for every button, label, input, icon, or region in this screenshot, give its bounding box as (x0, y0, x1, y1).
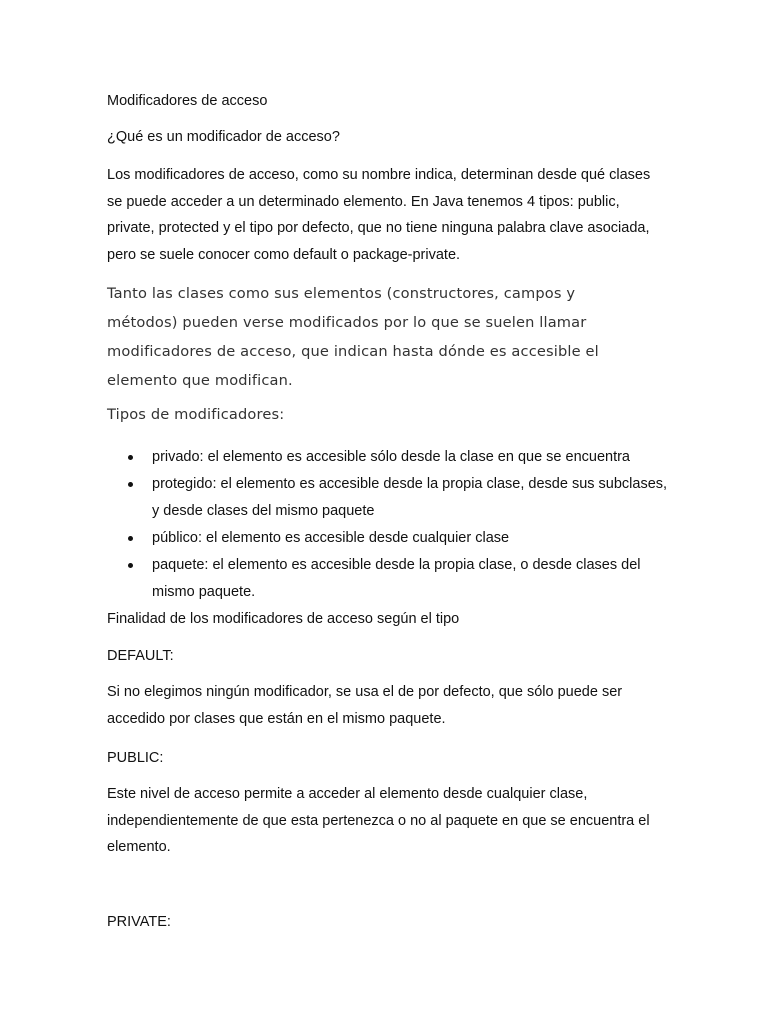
default-heading: DEFAULT: (107, 648, 174, 664)
types-heading: Tipos de modificadores: (107, 406, 285, 423)
list-item (107, 525, 677, 552)
list-item-text: paquete: el elemento es accesible desde la propia clase, o desde clases del mismo paquete. (152, 557, 641, 600)
private-heading: PRIVATE: (107, 914, 171, 930)
list-item-text: privado: el elemento es accesible sólo desde la clase en que se encuentra (152, 449, 630, 465)
bullet-icon (128, 563, 133, 568)
list-item-text: público: el elemento es accesible desde cualquier clase (152, 530, 510, 546)
list-item (107, 444, 677, 471)
bullet-icon (128, 482, 133, 487)
modifier-types-list (107, 444, 677, 606)
public-heading: PUBLIC: (107, 750, 164, 766)
public-text: Este nivel de acceso permite a acceder al elemento desde cualquier clase, independientemente de que esta pertenezca o no al paquete en que se encuentra el elemento. (107, 786, 650, 855)
secondary-paragraph: Tanto las clases como sus elementos (constructores, campos y métodos) pueden verse modificados por lo que se suelen llamar modificadores de acceso, que indican hasta dónde es accesible el elemento que modifican. (107, 285, 599, 389)
intro-paragraph: Los modificadores de acceso, como su nombre indica, determinan desde qué clases se puede acceder a un determinado elemento. En Java tenemos 4 tipos: public, private, protected y el tipo por defecto, que no tiene ninguna palabra clave asociada, pero se suele conocer como default o package-private. (107, 167, 651, 263)
list-item (107, 552, 677, 606)
list-item-text: protegido: el elemento es accesible desde la propia clase, desde sus subclases, y desde clases del mismo paquete (152, 476, 668, 519)
purpose-heading: Finalidad de los modificadores de acceso según el tipo (107, 611, 460, 627)
bullet-icon (128, 455, 133, 460)
question-heading: ¿Qué es un modificador de acceso? (107, 129, 340, 145)
bullet-icon (128, 536, 133, 541)
default-text: Si no elegimos ningún modificador, se usa el de por defecto, que sólo puede ser accedido por clases que están en el mismo paquete. (107, 684, 623, 727)
document-title: Modificadores de acceso (107, 93, 268, 109)
list-item (107, 471, 677, 525)
